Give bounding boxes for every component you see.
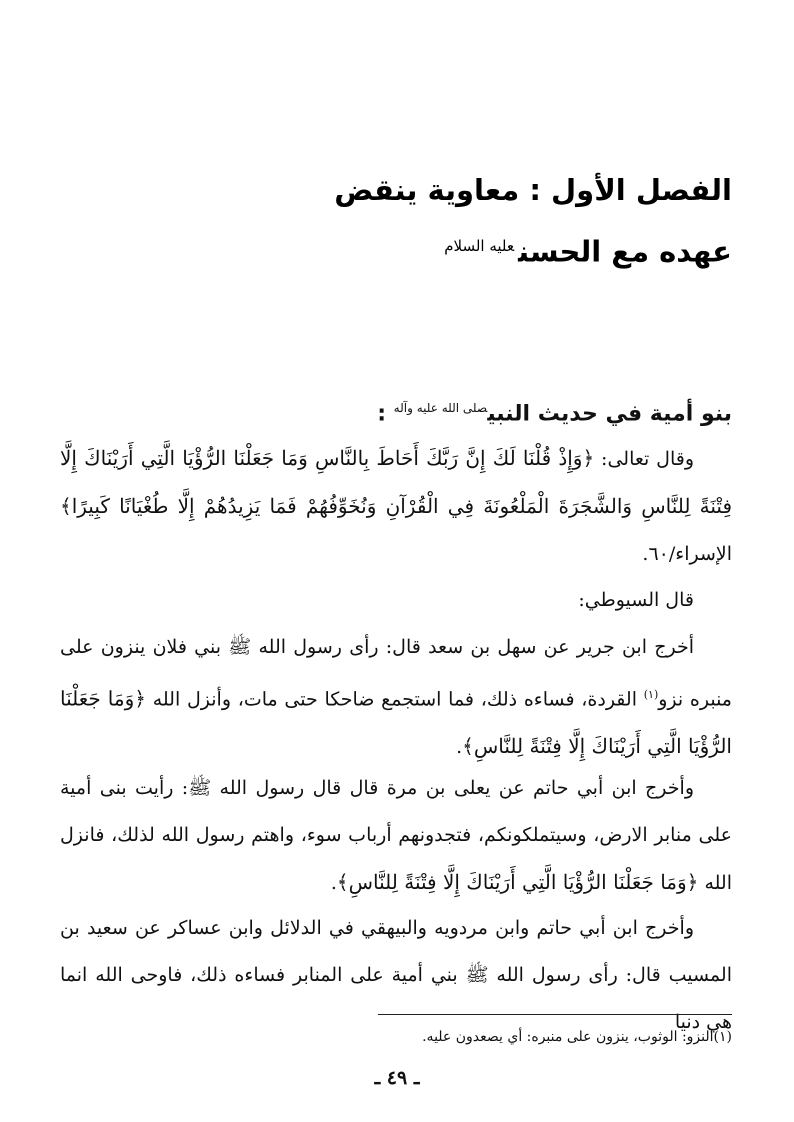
page-number: ـ ٤٩ ـ (374, 1067, 420, 1089)
paragraph-suyuti-text: قال السيوطي: (578, 589, 694, 611)
paragraph-intro-text: وقال تعالى: (594, 448, 695, 470)
footnote-marker: (١) (713, 1029, 732, 1045)
chapter-title-text: عهده مع الحسن (518, 234, 732, 269)
quran-verse: ﴿وَمَا جَعَلْنَا الرُّؤْيَا الَّتِي أَرَيْنَاكَ إِلَّا فِتْنَةً لِلنَّاسِ﴾ (336, 870, 699, 894)
paragraph-end: . (456, 736, 463, 759)
paragraph-ibn-jarir-text-2: القردة، فساءه ذلك، فما استجمع ضاحكا حتى مات، وأنزل الله (145, 688, 644, 711)
section-heading-text: بنو أمية في حديث النبي (487, 401, 732, 427)
footnote-text: النزو: الوثوب، ينزون على منبره: أي يصعدون عليه. (422, 1029, 714, 1045)
paragraph-ibn-abi-hatim (60, 765, 732, 907)
chapter-title-line-1: الفصل الأول : معاوية ينقض (334, 173, 732, 207)
footnote-divider (378, 1014, 732, 1015)
quran-verse: ﴿وَإِذْ قُلْنَا لَكَ إِنَّ رَبَّكَ أَحَاطَ بِالنَّاسِ وَمَا جَعَلْنَا الرُّؤْيَا الَّتِي أَرَيْنَاكَ إِلَّا فِتْنَةً لِلنَّاسِ وَالشَّجَرَةَ الْمَلْعُونَةَ فِي الْقُرْآنِ وَنُخَوِّفُهُمْ فَمَا يَزِيدُهُمْ إِلَّا طُغْيَانًا كَبِيرًا﴾ (60, 446, 733, 518)
quran-verse: ﴿وَمَا جَعَلْنَا الرُّؤْيَا الَّتِي أَرَيْنَاكَ إِلَّا فِتْنَةً لِلنَّاسِ﴾ (60, 686, 732, 759)
footnote (60, 1024, 732, 1050)
chapter-title (132, 162, 732, 280)
honorific-mark: عليه السلام (444, 237, 515, 255)
section-heading-colon: : (377, 401, 386, 427)
paragraph-ibn-jarir-text-1: أخرج ابن جرير عن سهل بن سعد قال: رأى رسول الله ﷺ بني فلان ينزون على منبره نزو (60, 636, 732, 711)
paragraph-verse-intro (60, 435, 732, 578)
chapter-title-line-2 (132, 218, 732, 280)
paragraph-end: . (330, 872, 337, 894)
paragraph-ibn-abi-hatim-text: وأخرج ابن أبي حاتم عن يعلى بن مرة قال قال رسول الله ﷺ: رأيت بنى أمية على منابر الارض، وسيتملكونكم، فتجدونهم أرباب سوء، واهتم رسول الله لذلك، فانزل الله (60, 777, 732, 894)
paragraph-ibn-asakir-text: وأخرج ابن أبي حاتم وابن مردويه والبيهقي في الدلائل وابن عساكر عن سعيد بن المسيب قال: رأى رسول الله ﷺ بني أمية على المنابر فساءه ذلك، فاوحى الله انما هي دنيا (60, 917, 732, 1033)
paragraph-suyuti (60, 577, 732, 624)
footnote-reference[interactable]: (١) (643, 688, 659, 701)
section-honorific-mark: صلى الله عليه وآله (393, 401, 488, 415)
section-heading (377, 388, 732, 434)
verse-reference: الإسراء/٦٠. (642, 543, 732, 565)
paragraph-ibn-jarir (60, 624, 732, 771)
